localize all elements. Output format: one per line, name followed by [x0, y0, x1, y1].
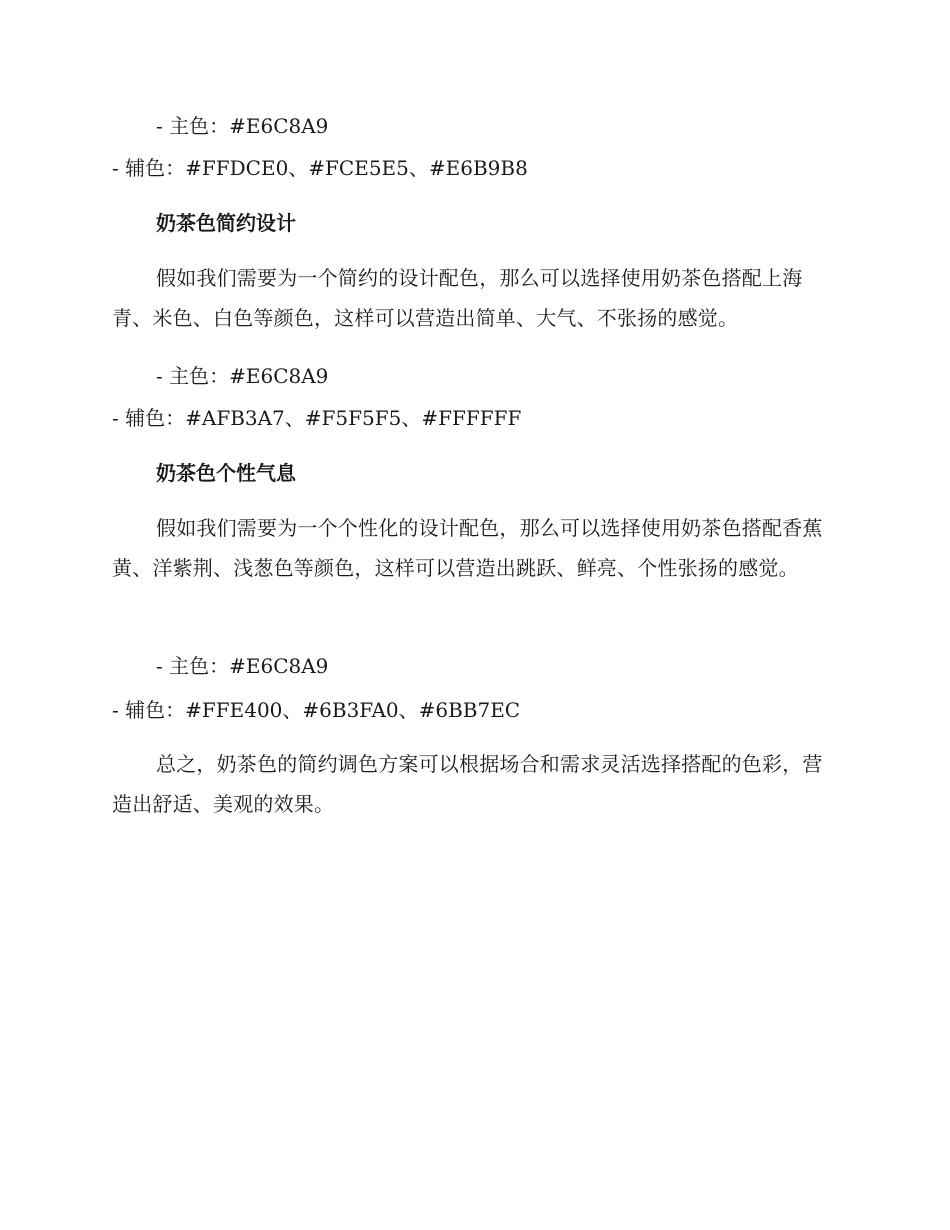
main-color-line-1: - 主色：#E6C8A9: [156, 114, 329, 138]
paragraph-simple: 假如我们需要为一个简约的设计配色，那么可以选择使用奶茶色搭配上海青、米色、白色等颜色，这样可以营造出简单、大气、不张扬的感觉。: [112, 266, 803, 330]
main-color-line-2: - 主色：#E6C8A9: [156, 364, 329, 388]
aux-color-line-2: - 辅色：#AFB3A7、#F5F5F5、#FFFFFF: [112, 406, 522, 430]
section-heading-personality: 奶茶色个性气息: [156, 461, 296, 485]
paragraph-personality: 假如我们需要为一个个性化的设计配色，那么可以选择使用奶茶色搭配香蕉黄、洋紫荆、浅葱色等颜色，这样可以营造出跳跃、鲜亮、个性张扬的感觉。: [112, 516, 823, 580]
aux-color-line-3: - 辅色：#FFE400、#6B3FA0、#6BB7EC: [112, 698, 521, 722]
aux-color-line-1: - 辅色：#FFDCE0、#FCE5E5、#E6B9B8: [112, 156, 528, 180]
section-heading-simple: 奶茶色简约设计: [156, 211, 296, 235]
main-color-line-3: - 主色：#E6C8A9: [156, 654, 329, 678]
conclusion-paragraph: 总之，奶茶色的简约调色方案可以根据场合和需求灵活选择搭配的色彩，营造出舒适、美观的效果。: [112, 752, 823, 816]
